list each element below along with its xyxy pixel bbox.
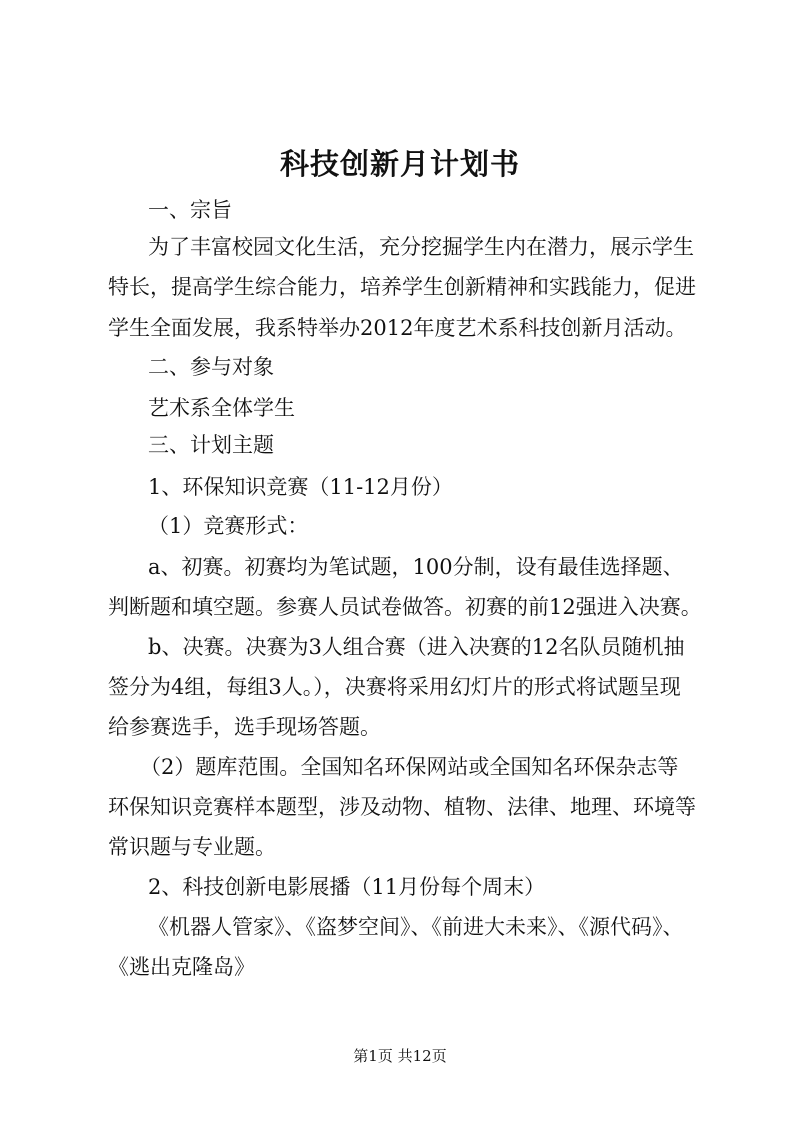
paragraph-line: 《逃出克隆岛》 [108, 955, 255, 979]
paragraph-line: b、决赛。决赛为3人组合赛（进入决赛的12名队员随机抽 [148, 635, 685, 659]
subheading-line: 2、科技创新电影展播（11月份每个周末） [148, 875, 546, 899]
paragraph-line: 《机器人管家》、《盗梦空间》、《前进大未来》、《源代码》、 [148, 915, 684, 939]
paragraph-line: 判断题和填空题。参赛人员试卷做答。初赛的前12强进入决赛。 [108, 595, 702, 619]
paragraph-line: 为了丰富校园文化生活，充分挖掘学生内在潜力，展示学生 [148, 235, 694, 259]
paragraph-line: a、初赛。初赛均为笔试题，100分制，设有最佳选择题、 [148, 555, 684, 579]
section-heading-purpose: 一、宗旨 [148, 198, 232, 222]
paragraph-line: 艺术系全体学生 [148, 396, 295, 420]
paragraph-line: 学生全面发展，我系特举办2012年度艺术系科技创新月活动。 [108, 316, 687, 340]
section-heading-themes: 三、计划主题 [148, 433, 274, 457]
paragraph-line: 特长，提高学生综合能力，培养学生创新精神和实践能力，促进 [108, 275, 696, 299]
paragraph-line: 签分为4组，每组3人。），决赛将采用幻灯片的形式将试题呈现 [108, 675, 681, 699]
section-heading-participants: 二、参与对象 [148, 355, 274, 379]
paragraph-line: 给参赛选手，选手现场答题。 [108, 715, 381, 739]
subheading-line: 1、环保知识竞赛（11-12月份） [148, 475, 453, 499]
page-number: 第1页 共12页 [353, 1047, 447, 1065]
subheading-line: （1）竞赛形式： [148, 514, 309, 538]
paragraph-line: （2）题库范围。全国知名环保网站或全国知名环保杂志等 [140, 755, 679, 779]
paragraph-line: 常识题与专业题。 [108, 835, 276, 859]
document-title: 科技创新月计划书 [279, 147, 520, 181]
paragraph-line: 环保知识竞赛样本题型，涉及动物、植物、法律、地理、环境等 [108, 795, 696, 819]
